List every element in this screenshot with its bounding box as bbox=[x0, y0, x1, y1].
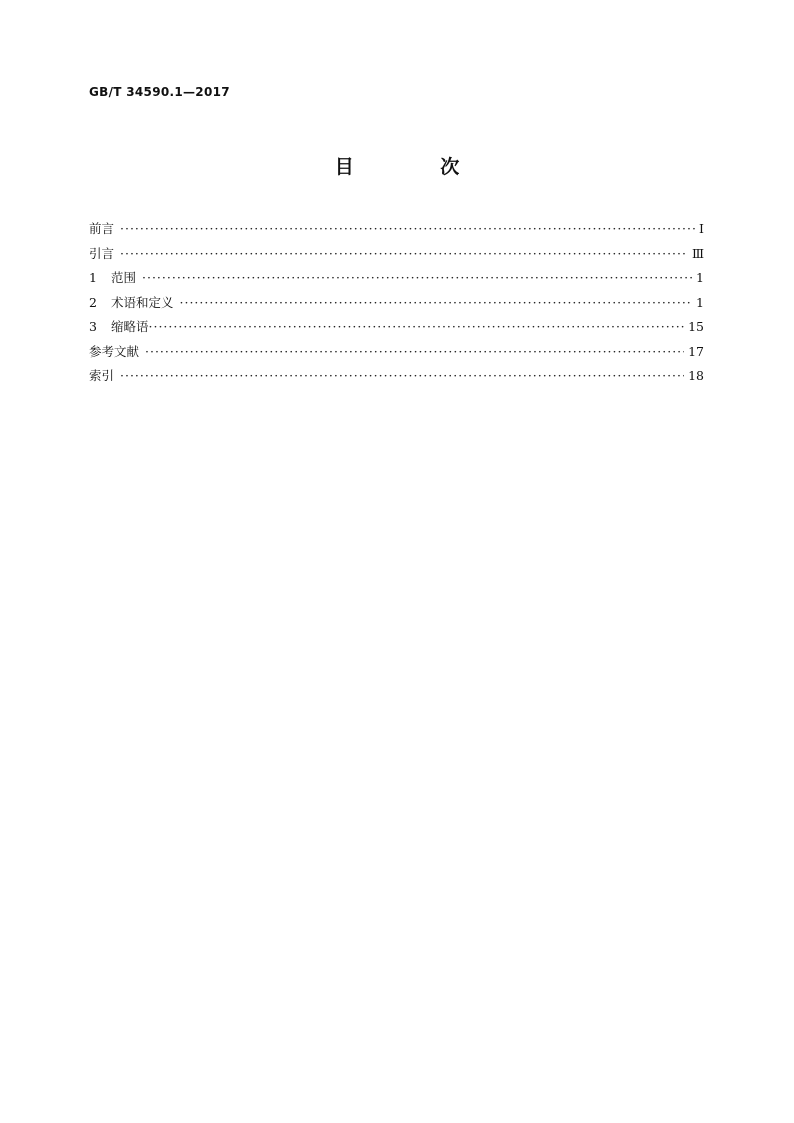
toc-entry-index[interactable] bbox=[89, 364, 704, 389]
toc-entry-label: 索引 bbox=[89, 368, 115, 383]
toc-leader-dots bbox=[145, 340, 684, 365]
toc-leader-dots bbox=[120, 217, 695, 242]
toc-entry-foreword[interactable] bbox=[89, 217, 704, 242]
toc-entry-label: 术语和定义 bbox=[111, 294, 174, 310]
toc-title: 目 次 bbox=[334, 156, 500, 178]
toc-entry-label: 引言 bbox=[89, 245, 115, 261]
toc-entry-page: 18 bbox=[688, 368, 704, 383]
toc-entry-introduction[interactable] bbox=[89, 242, 704, 267]
toc-entry-terms-definitions[interactable] bbox=[89, 291, 704, 316]
toc-entry-label: 参考文献 bbox=[89, 343, 140, 359]
toc-entry-label: 前言 bbox=[89, 221, 115, 236]
toc-entry-scope[interactable] bbox=[89, 266, 704, 291]
toc-leader-dots bbox=[149, 315, 685, 340]
toc-entry-page: Ⅲ bbox=[691, 245, 704, 261]
toc-entry-page: 1 bbox=[696, 270, 704, 285]
toc-entry-page: Ⅰ bbox=[699, 221, 704, 236]
toc-entry-label: 缩略语 bbox=[111, 319, 149, 334]
toc-leader-dots bbox=[180, 291, 693, 316]
toc-entry-page: 1 bbox=[696, 294, 704, 310]
toc-entry-label: 范围 bbox=[111, 270, 137, 285]
toc-entry-number: 1 bbox=[89, 270, 97, 285]
toc-leader-dots bbox=[142, 266, 692, 291]
toc-leader-dots bbox=[120, 242, 688, 267]
toc-entry-abbreviations[interactable] bbox=[89, 315, 704, 340]
toc-leader-dots bbox=[120, 364, 684, 389]
toc-entry-bibliography[interactable] bbox=[89, 340, 704, 365]
toc-entry-number: 3 bbox=[89, 319, 97, 334]
toc-list bbox=[89, 217, 704, 389]
toc-entry-number: 2 bbox=[89, 294, 97, 310]
toc-entry-page: 15 bbox=[688, 319, 704, 334]
standard-code: GB/T 34590.1—2017 bbox=[89, 85, 230, 99]
toc-entry-page: 17 bbox=[688, 343, 704, 359]
